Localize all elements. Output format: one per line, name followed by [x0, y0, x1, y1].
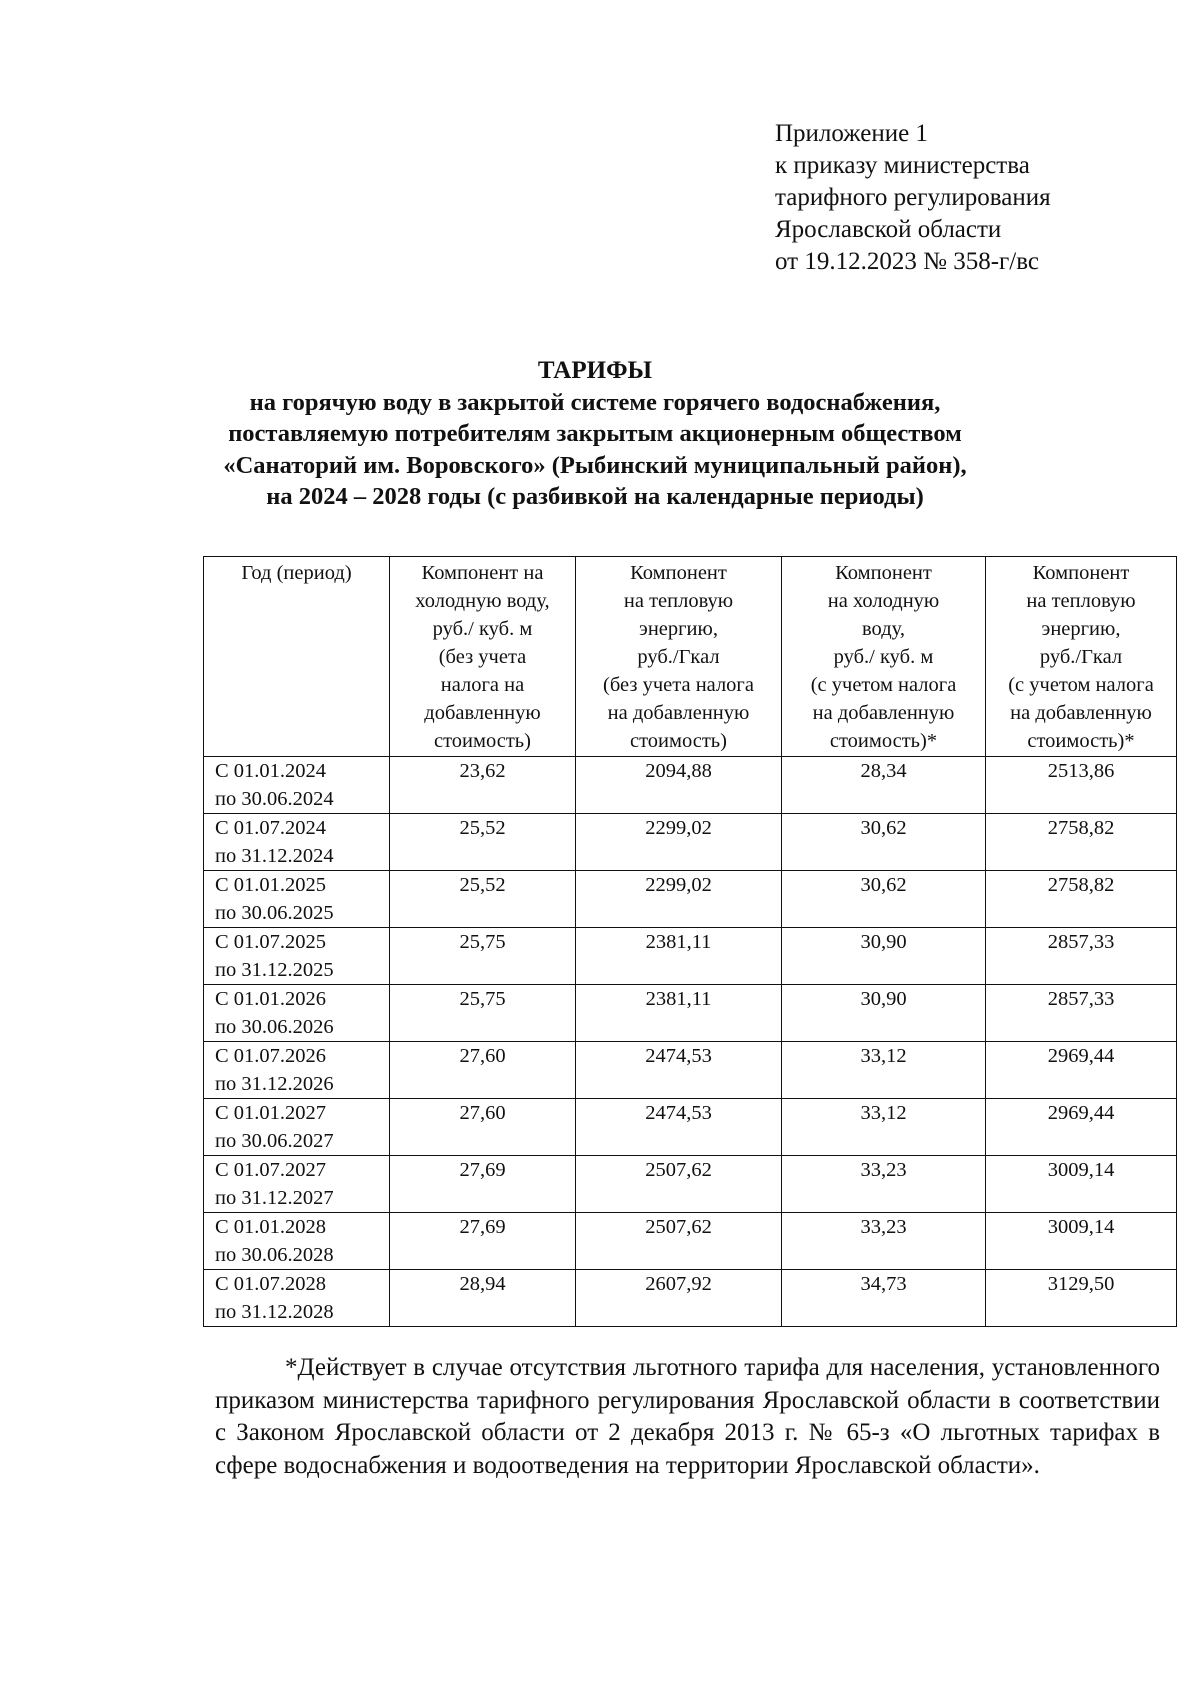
period-to: по 30.06.2025	[215, 902, 334, 924]
period-from: С 01.07.2028	[215, 1273, 327, 1295]
heat-energy-value: 2299,02	[576, 871, 782, 928]
cold-water-value: 25,52	[390, 871, 576, 928]
heat-energy-vat-value: 2513,86	[986, 757, 1177, 814]
table-row	[204, 757, 1177, 814]
appendix-line: Ярославской области	[775, 216, 1002, 243]
cold-water-value: 27,69	[390, 1213, 576, 1270]
cold-water-vat-value: 33,12	[782, 1099, 986, 1156]
period-to: по 30.06.2028	[215, 1244, 334, 1266]
header-line: (без учета	[438, 646, 527, 668]
appendix-line: Приложение 1	[775, 120, 928, 147]
header-line: Компонент на	[421, 562, 544, 584]
cold-water-vat-value: 30,90	[782, 985, 986, 1042]
heat-energy-value: 2474,53	[576, 1099, 782, 1156]
cold-water-vat-value: 30,62	[782, 814, 986, 871]
heat-energy-value: 2299,02	[576, 814, 782, 871]
period-from: С 01.01.2026	[215, 988, 327, 1010]
appendix-line: к приказу министерства	[775, 152, 1030, 179]
table-row	[204, 814, 1177, 871]
period-to: по 30.06.2027	[215, 1130, 334, 1152]
period-to: по 31.12.2027	[215, 1187, 334, 1209]
header-line: стоимость)*	[829, 730, 938, 752]
heat-energy-value: 2474,53	[576, 1042, 782, 1099]
period-cell	[204, 985, 390, 1042]
header-line: Год (период)	[241, 562, 352, 584]
heat-energy-value: 2507,62	[576, 1213, 782, 1270]
period-cell	[204, 871, 390, 928]
period-from: С 01.07.2026	[215, 1045, 327, 1067]
cold-water-vat-value: 33,12	[782, 1042, 986, 1099]
header-cold-water	[390, 557, 576, 757]
period-to: по 31.12.2026	[215, 1073, 334, 1095]
period-from: С 01.07.2025	[215, 931, 327, 953]
heat-energy-value: 2381,11	[576, 985, 782, 1042]
cold-water-value: 28,94	[390, 1270, 576, 1327]
period-cell	[204, 757, 390, 814]
header-line: стоимость)	[630, 730, 727, 752]
table-row	[204, 928, 1177, 985]
header-line: Компонент	[630, 562, 727, 584]
period-from: С 01.01.2025	[215, 874, 327, 896]
appendix-line: тарифного регулирования	[775, 184, 1051, 211]
table-header-row	[204, 557, 1177, 757]
header-line: стоимость)*	[1027, 730, 1135, 752]
heat-energy-vat-value: 2969,44	[986, 1042, 1177, 1099]
cold-water-value: 25,75	[390, 985, 576, 1042]
header-line: Компонент	[835, 562, 932, 584]
heat-energy-vat-value: 2758,82	[986, 871, 1177, 928]
heat-energy-vat-value: 2857,33	[986, 985, 1177, 1042]
period-to: по 30.06.2026	[215, 1016, 334, 1038]
period-to: по 31.12.2025	[215, 959, 334, 981]
cold-water-value: 25,75	[390, 928, 576, 985]
cold-water-vat-value: 30,90	[782, 928, 986, 985]
period-to: по 30.06.2024	[215, 788, 334, 810]
period-from: С 01.07.2027	[215, 1159, 327, 1181]
header-line: (без учета налога	[603, 674, 754, 696]
heat-energy-vat-value: 2758,82	[986, 814, 1177, 871]
period-cell	[204, 1042, 390, 1099]
table-row	[204, 1213, 1177, 1270]
header-line: воду,	[862, 618, 905, 640]
heat-energy-value: 2094,88	[576, 757, 782, 814]
header-line: на тепловую	[1026, 590, 1136, 612]
period-cell	[204, 1099, 390, 1156]
heat-energy-value: 2607,92	[576, 1270, 782, 1327]
heat-energy-vat-value: 2857,33	[986, 928, 1177, 985]
footnote	[215, 1352, 1160, 1482]
header-line: холодную воду,	[415, 590, 550, 612]
header-line: энергию,	[1041, 618, 1121, 640]
heat-energy-value: 2381,11	[576, 928, 782, 985]
table-row	[204, 871, 1177, 928]
header-line: руб./ куб. м	[432, 618, 533, 640]
header-line: энергию,	[639, 618, 718, 640]
period-cell	[204, 928, 390, 985]
period-cell	[204, 1270, 390, 1327]
header-line: руб./ куб. м	[833, 646, 934, 668]
table-row	[204, 1270, 1177, 1327]
period-cell	[204, 814, 390, 871]
title-line: на 2024 – 2028 годы (с разбивкой на календарные периоды)	[266, 483, 924, 510]
cold-water-vat-value: 33,23	[782, 1156, 986, 1213]
period-from: С 01.01.2028	[215, 1216, 327, 1238]
heat-energy-vat-value: 2969,44	[986, 1099, 1177, 1156]
heat-energy-vat-value: 3009,14	[986, 1213, 1177, 1270]
period-from: С 01.01.2024	[215, 760, 327, 782]
header-line: стоимость)	[434, 730, 531, 752]
cold-water-vat-value: 34,73	[782, 1270, 986, 1327]
header-line: на добавленную	[812, 702, 955, 724]
heat-energy-value: 2507,62	[576, 1156, 782, 1213]
header-line: на добавленную	[607, 702, 750, 724]
cold-water-value: 23,62	[390, 757, 576, 814]
header-line: Компонент	[1032, 562, 1130, 584]
header-cold-water-vat	[782, 557, 986, 757]
period-from: С 01.07.2024	[215, 817, 327, 839]
table-row	[204, 1042, 1177, 1099]
header-heat-energy	[576, 557, 782, 757]
period-cell	[204, 1156, 390, 1213]
header-line: налога на	[440, 674, 525, 696]
cold-water-vat-value: 33,23	[782, 1213, 986, 1270]
cold-water-vat-value: 28,34	[782, 757, 986, 814]
header-line: (с учетом налога	[810, 674, 957, 696]
header-line: добавленную	[424, 702, 541, 724]
cold-water-value: 27,69	[390, 1156, 576, 1213]
header-line: руб./Гкал	[1039, 646, 1123, 668]
header-line: руб./Гкал	[637, 646, 720, 668]
period-from: С 01.01.2027	[215, 1102, 327, 1124]
appendix-reference	[775, 118, 1051, 278]
header-line: на холодную	[827, 590, 940, 612]
table-row	[204, 1099, 1177, 1156]
heat-energy-vat-value: 3129,50	[986, 1270, 1177, 1327]
heat-energy-vat-value: 3009,14	[986, 1156, 1177, 1213]
header-line: (с учетом налога	[1008, 674, 1154, 696]
cold-water-value: 27,60	[390, 1042, 576, 1099]
title-line: на горячую воду в закрытой системе горячего водоснабжения,	[249, 388, 941, 416]
title-line: поставляемую потребителям закрытым акционерным обществом	[228, 420, 962, 447]
period-to: по 31.12.2028	[215, 1301, 334, 1323]
table-row	[204, 1156, 1177, 1213]
title-heading: ТАРИФЫ	[537, 357, 653, 384]
document-title	[150, 355, 1040, 513]
header-line: на тепловую	[623, 590, 734, 612]
cold-water-value: 27,60	[390, 1099, 576, 1156]
title-line: «Санаторий им. Воровского» (Рыбинский муниципальный район),	[223, 451, 967, 479]
header-line: на добавленную	[1010, 702, 1152, 724]
period-to: по 31.12.2024	[215, 845, 334, 867]
period-cell	[204, 1213, 390, 1270]
tariff-table	[203, 556, 1177, 1327]
header-period	[204, 557, 390, 757]
footnote-text: *Действует в случае отсутствия льготного тарифа для населения, установленного приказом министерства тарифного регулирования Ярославской области в соответствии с Законом Ярославской области от 2 декабря 2013 г. № 65-з «О льготных тарифах в сфере водоснабжения и водоотведения на территории Ярославской области».	[215, 1354, 1160, 1479]
header-heat-energy-vat	[986, 557, 1177, 757]
cold-water-vat-value: 30,62	[782, 871, 986, 928]
appendix-line: от 19.12.2023 № 358-г/вс	[775, 248, 1039, 275]
cold-water-value: 25,52	[390, 814, 576, 871]
table-row	[204, 985, 1177, 1042]
